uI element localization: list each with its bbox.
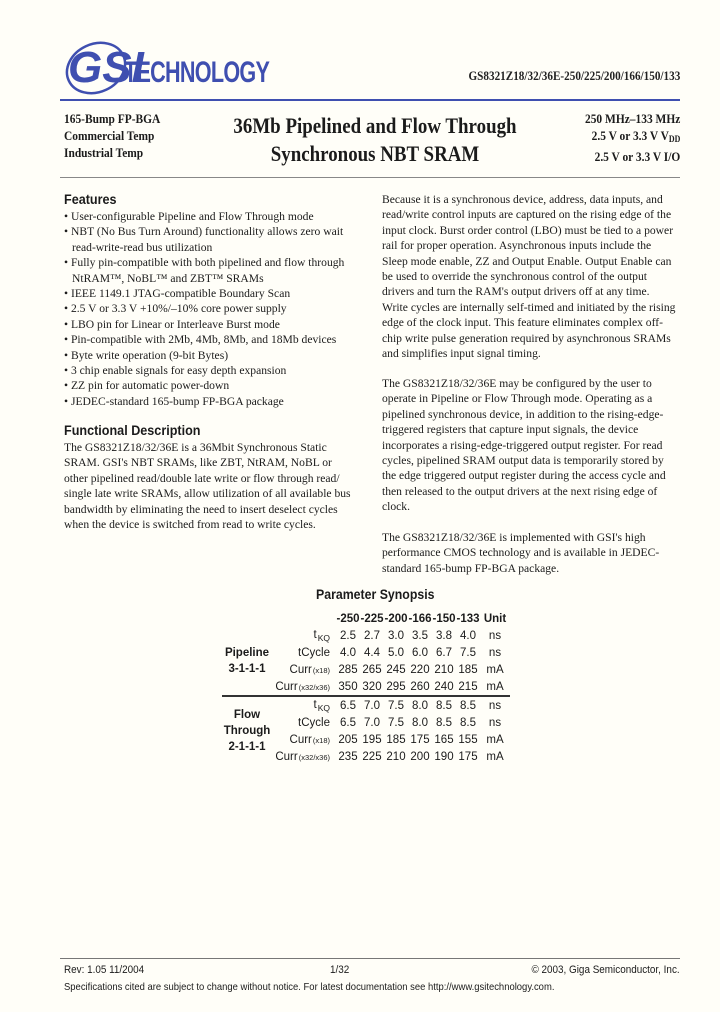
text-line: Sleep mode enable, ZZ and Output Enable. Output Enable can [382, 254, 672, 268]
param-header-row [222, 610, 510, 627]
param-column-header: Unit [483, 612, 507, 625]
logo-wordmark: TECHNOLOGY [124, 56, 270, 89]
feature-item [64, 301, 364, 316]
feature-text: • ZZ pin for automatic power-down [64, 379, 230, 393]
text-line: edge of the clock input. This feature eliminates complex off- [382, 316, 663, 330]
param-group-line: Pipeline [224, 647, 270, 659]
param-row-label [272, 748, 336, 765]
feature-text: • 3 chip enable signals for easy depth expansion [64, 364, 287, 378]
feature-item [64, 363, 364, 378]
param-value: 8.5 [436, 716, 452, 729]
text-line: other pipelined read/double late write or flow through read/ [64, 471, 340, 485]
spec-vdd-text: 2.5 V or 3.3 V V [591, 128, 669, 143]
features-section [64, 191, 364, 409]
feature-item [64, 348, 364, 363]
param-value: 240 [434, 680, 454, 693]
param-value: 6.5 [340, 716, 356, 729]
text-line: The GS8321Z18/32/36E is implemented with GSI's high [382, 531, 646, 544]
text-line: Because it is a synchronous device, address, data inputs, and [382, 193, 663, 206]
param-label-sub: KQ [317, 702, 330, 713]
param-label-text: Curr [289, 663, 312, 676]
feature-item [64, 255, 364, 286]
feature-text: • NBT (No Bus Turn Around) functionality allows zero wait [64, 225, 344, 239]
feature-text: • IEEE 1149.1 JTAG-compatible Boundary Scan [64, 287, 291, 301]
param-row-label [272, 644, 336, 661]
param-unit: ns [488, 699, 502, 712]
footer-rule [60, 958, 680, 959]
param-column-header: -166 [408, 612, 432, 625]
header-rule [60, 99, 680, 101]
param-label-text: tCycle [298, 716, 330, 729]
param-row-label [272, 661, 336, 678]
text-line: pipelined synchronous device, in addition to the rising-edge- [382, 407, 664, 421]
param-group-line: Flow [233, 709, 261, 721]
param-unit: mA [486, 750, 504, 763]
feature-text: • LBO pin for Linear or Interleave Burst mode [64, 317, 280, 331]
param-unit: ns [488, 629, 502, 642]
text-line: the edge triggered output register during the access cycle and [382, 469, 666, 483]
param-column-header: -133 [456, 612, 480, 625]
footer-revision: Rev: 1.05 11/2004 [64, 964, 145, 976]
feature-item [64, 378, 364, 393]
param-value: 6.5 [340, 699, 356, 712]
footer-copyright: © 2003, Giga Semiconductor, Inc. [531, 964, 680, 976]
text-line: bandwidth by eliminating the need to insert deselect cycles [64, 502, 338, 516]
text-line: read/write control inputs are captured on the rising edge of the [382, 208, 672, 222]
param-unit: mA [486, 680, 504, 693]
param-label-text: Curr [275, 750, 298, 763]
feature-text: • Fully pin-compatible with both pipelined and flow through [64, 256, 345, 270]
functional-section [64, 422, 364, 532]
param-value: 175 [410, 733, 430, 746]
text-line: chip write pulse generation required by asynchronous SRAMs [382, 331, 671, 345]
features-list [64, 209, 364, 409]
param-value: 4.4 [364, 646, 380, 659]
text-line: standard 165-bump FP-BGA package. [382, 561, 560, 575]
param-value: 4.0 [460, 629, 476, 642]
svg-text:GSI: GSI [68, 43, 144, 92]
param-column-header: -200 [384, 612, 408, 625]
text-line: and simplifies input signal timing. [382, 347, 541, 361]
param-value: 195 [362, 733, 382, 746]
text-line: then released to the output drivers at the next rising edge of [382, 484, 658, 498]
feature-item [64, 332, 364, 347]
functional-description [64, 440, 364, 532]
param-value: 5.0 [388, 646, 404, 659]
footer-page-number: 1/32 [330, 964, 350, 976]
param-value: 185 [386, 733, 406, 746]
param-row [222, 696, 510, 714]
param-value: 6.7 [436, 646, 452, 659]
feature-text: • JEDEC-standard 165-bump FP-BGA package [64, 394, 284, 408]
feature-item [64, 209, 364, 224]
param-row-label [272, 731, 336, 748]
package-type: 165-Bump FP-BGA [64, 111, 161, 126]
param-value: 205 [338, 733, 358, 746]
param-value: 7.0 [364, 716, 380, 729]
temp-commercial: Commercial Temp [64, 128, 155, 143]
text-line: drivers and turn the RAM's output drivers off at any time. [382, 285, 650, 299]
feature-text: NtRAM™, NoBL™ and ZBT™ SRAMs [72, 271, 264, 285]
spec-vio: 2.5 V or 3.3 V I/O [594, 149, 680, 164]
section-rule [60, 177, 680, 178]
spec-frequency: 250 MHz–133 MHz [584, 111, 680, 126]
param-value: 3.8 [436, 629, 452, 642]
param-column-header: -225 [360, 612, 384, 625]
param-value: 215 [458, 680, 478, 693]
features-heading: Features [64, 191, 117, 207]
param-value: 8.5 [436, 699, 452, 712]
param-value: 285 [338, 663, 358, 676]
description-paragraph-2 [382, 376, 682, 515]
param-value: 235 [338, 750, 358, 763]
param-value: 190 [434, 750, 454, 763]
text-line: The GS8321Z18/32/36E may be configured by the user to [382, 377, 652, 390]
param-value: 245 [386, 663, 406, 676]
feature-text: • User-configurable Pipeline and Flow Through mode [64, 210, 314, 223]
param-group-line: Through [223, 725, 271, 737]
spec-vdd [585, 127, 680, 148]
param-unit: mA [486, 733, 504, 746]
param-label-sub: (x18) [312, 665, 330, 675]
param-value: 165 [434, 733, 454, 746]
param-value: 320 [362, 680, 382, 693]
spec-vdd-sub: DD [668, 134, 680, 144]
param-value: 220 [410, 663, 430, 676]
functional-heading: Functional Description [64, 422, 201, 438]
param-value: 350 [338, 680, 358, 693]
param-row-label [272, 714, 336, 731]
param-unit: mA [486, 663, 504, 676]
text-line: be used to override the synchronous control of the output [382, 270, 647, 284]
param-value: 225 [362, 750, 382, 763]
param-value: 175 [458, 750, 478, 763]
gsi-logo-mark [62, 30, 144, 102]
text-line: clock. [382, 500, 411, 514]
text-line: SRAM. GSI's NBT SRAMs, like ZBT, NtRAM, NoBL or [64, 456, 332, 470]
param-label-text: t [313, 628, 317, 641]
text-line: cycles, pipelined SRAM output data is temporarily stored by [382, 454, 664, 468]
text-line: operate in Pipeline or Flow Through mode. Operating as a [382, 392, 653, 406]
param-value: 8.0 [412, 716, 428, 729]
param-value: 3.0 [388, 629, 404, 642]
text-line: incorporates a rising-edge-triggered output register. For read [382, 438, 663, 452]
param-value: 7.5 [460, 646, 476, 659]
param-label-text: t [313, 698, 317, 711]
param-value: 295 [386, 680, 406, 693]
param-label-sub: (x32/x36) [298, 752, 330, 762]
param-value: 7.5 [388, 699, 404, 712]
text-line: input clock. Burst order control (LBO) must be tied to a power [382, 223, 674, 237]
feature-item [64, 224, 364, 255]
text-line: when the device is switched from read to write cycles. [64, 518, 316, 532]
param-value: 6.0 [412, 646, 428, 659]
param-value: 265 [362, 663, 382, 676]
spec-summary [585, 110, 680, 165]
feature-item [64, 394, 364, 409]
param-value: 185 [458, 663, 478, 676]
param-value: 210 [386, 750, 406, 763]
feature-text: • 2.5 V or 3.3 V +10%/–10% core power supply [64, 302, 287, 316]
param-value: 3.5 [412, 629, 428, 642]
param-row-label [272, 696, 336, 714]
title-line-2: Synchronous NBT SRAM [270, 141, 480, 166]
parameter-synopsis-title: Parameter Synopsis [316, 586, 435, 602]
param-value: 7.0 [364, 699, 380, 712]
param-value: 8.5 [460, 716, 476, 729]
text-line: rail for proper operation. Asynchronous inputs include the [382, 239, 652, 253]
description-paragraph-3 [382, 530, 682, 576]
param-value: 155 [458, 733, 478, 746]
description-paragraph-1 [382, 192, 682, 361]
param-value: 200 [410, 750, 430, 763]
param-group-label [222, 696, 272, 765]
param-unit: ns [488, 646, 502, 659]
param-value: 2.7 [364, 629, 380, 642]
text-line: Write cycles are internally self-timed and initiated by the rising [382, 300, 676, 314]
document-title [233, 112, 517, 168]
text-line: single late write SRAMs, allow utilization of all available bus [64, 487, 351, 501]
footer-notice: Specifications cited are subject to change without notice. For latest documentation see http://www.gsitechnology.com. [64, 981, 555, 993]
parameter-table [222, 610, 510, 765]
param-value: 260 [410, 680, 430, 693]
param-unit: ns [488, 716, 502, 729]
param-value: 4.0 [340, 646, 356, 659]
param-value: 210 [434, 663, 454, 676]
param-label-text: tCycle [298, 646, 330, 659]
param-column-header: -250 [336, 612, 360, 625]
param-column-header: -150 [432, 612, 456, 625]
package-info [64, 110, 187, 161]
title-line-1: 36Mb Pipelined and Flow Through [233, 113, 517, 138]
param-value: 7.5 [388, 716, 404, 729]
text-line: The GS8321Z18/32/36E is a 36Mbit Synchronous Static [64, 441, 327, 454]
param-value: 8.5 [460, 699, 476, 712]
param-group-line: 3-1-1-1 [228, 663, 266, 675]
temp-industrial: Industrial Temp [64, 145, 144, 160]
gsi-logo [62, 30, 270, 102]
text-line: performance CMOS technology and is available in JEDEC- [382, 546, 660, 560]
param-header-blank [272, 610, 336, 627]
param-value: 8.0 [412, 699, 428, 712]
feature-item [64, 317, 364, 332]
param-label-text: Curr [289, 733, 312, 746]
param-group-line: 2-1-1-1 [228, 741, 266, 753]
param-row-label [272, 678, 336, 696]
param-label-text: Curr [275, 680, 298, 693]
feature-text: read-write-read bus utilization [72, 240, 213, 254]
param-label-sub: (x18) [312, 735, 330, 745]
param-label-sub: KQ [317, 632, 330, 643]
param-value: 2.5 [340, 629, 356, 642]
param-header-blank [222, 610, 272, 627]
text-line: triggered registers that capture input signals, the device [382, 423, 639, 437]
param-label-sub: (x32/x36) [298, 682, 330, 692]
param-group-label [222, 627, 272, 696]
param-row [222, 627, 510, 644]
feature-item [64, 286, 364, 301]
feature-text: • Byte write operation (9-bit Bytes) [64, 348, 229, 362]
part-number: GS8321Z18/32/36E-250/225/200/166/150/133 [468, 68, 680, 83]
param-row-label [272, 627, 336, 644]
feature-text: • Pin-compatible with 2Mb, 4Mb, 8Mb, and 18Mb devices [64, 333, 337, 347]
